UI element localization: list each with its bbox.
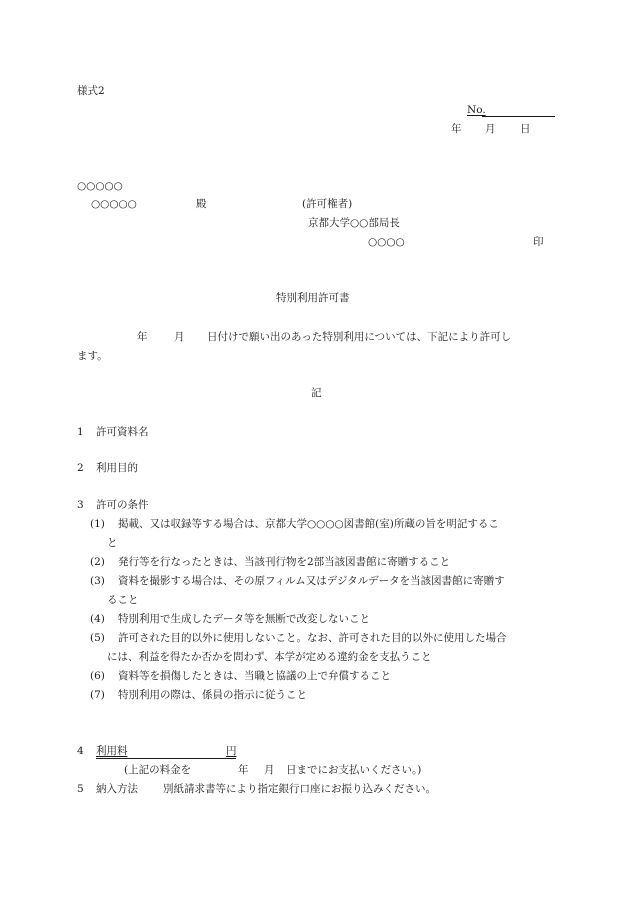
condition-5-line1: 許可された目的以外に使用しないこと。なお、許可された目的以外に使用した場合 <box>118 632 507 644</box>
intro-year: 年 <box>137 331 148 343</box>
condition-1-line1: 掲載、又は収録等する場合は、京都大学○○○○図書館(室)所蔵の旨を明記するこ <box>118 518 499 530</box>
number-label: No. <box>467 104 486 116</box>
condition-5-line2: には、利益を得たか否かを問わず、本学が定める違約金を支払うこと <box>107 651 432 663</box>
intro-line1: 日付けで願い出のあった特別利用については、下記により許可し <box>207 331 512 343</box>
condition-7-line1: 特別利用の際は、係員の指示に従うこと <box>118 689 307 701</box>
fee-note-prefix: (上記の料金を <box>124 764 192 776</box>
fee-unit: 円 <box>226 745 237 757</box>
intro-line2: ます。 <box>77 350 108 362</box>
item-3-text: 許可の条件 <box>96 499 149 511</box>
condition-3-line2: ること <box>107 594 139 606</box>
item-2-text: 利用目的 <box>96 462 138 474</box>
recipient-name: ○○○○○ <box>91 198 137 210</box>
ki-heading: 記 <box>311 387 322 399</box>
grantor-office: 京都大学○○部局長 <box>308 217 400 229</box>
fee-note-suffix: 日までにお支払いください。) <box>286 764 422 776</box>
form-label: 様式2 <box>77 85 105 97</box>
condition-6-num: (6) <box>90 670 105 682</box>
fee-label: 利用料 <box>96 745 128 757</box>
date-year: 年 <box>451 123 462 135</box>
condition-6-line1: 資料等を損傷したときは、当職と協議の上で弁償すること <box>118 670 391 682</box>
condition-1-num: (1) <box>90 518 105 530</box>
recipient-org: ○○○○○ <box>77 180 123 192</box>
date-month: 月 <box>485 123 496 135</box>
item-3-num: 3 <box>77 499 84 511</box>
condition-2-line1: 発行等を行なったときは、当該刊行物を2部当該図書館に寄贈すること <box>118 556 451 568</box>
fee-note-month: 月 <box>264 764 275 776</box>
condition-3-line1: 資料を撮影する場合は、その原フィルム又はデジタルデータを当該図書館に寄贈す <box>118 575 505 587</box>
payment-label: 納入方法 <box>96 783 138 795</box>
condition-3-num: (3) <box>90 575 105 587</box>
grantor-role: (許可権者) <box>302 198 353 210</box>
fee-num: 4 <box>77 745 84 757</box>
condition-2-num: (2) <box>90 556 105 568</box>
condition-1-line2: と <box>107 537 118 549</box>
fee-note-year: 年 <box>238 764 249 776</box>
grantor-name: ○○○○ <box>368 236 405 248</box>
number-underline <box>482 116 555 117</box>
condition-4-num: (4) <box>90 613 105 625</box>
condition-5-num: (5) <box>90 632 105 644</box>
item-1-num: 1 <box>77 426 84 438</box>
payment-text: 別紙請求書等により指定銀行口座にお振り込みください。 <box>163 783 436 795</box>
seal-mark: 印 <box>533 236 544 248</box>
condition-7-num: (7) <box>90 689 105 701</box>
condition-4-line1: 特別利用で生成したデータ等を無断で改変しないこと <box>118 613 370 625</box>
item-2-num: 2 <box>77 462 84 474</box>
recipient-honorific: 殿 <box>196 198 207 210</box>
fee-underline <box>96 758 236 759</box>
intro-month: 月 <box>174 331 185 343</box>
document-title: 特別利用許可書 <box>276 292 350 304</box>
payment-num: 5 <box>77 783 84 795</box>
item-1-text: 許可資料名 <box>96 426 149 438</box>
date-day: 日 <box>520 123 531 135</box>
